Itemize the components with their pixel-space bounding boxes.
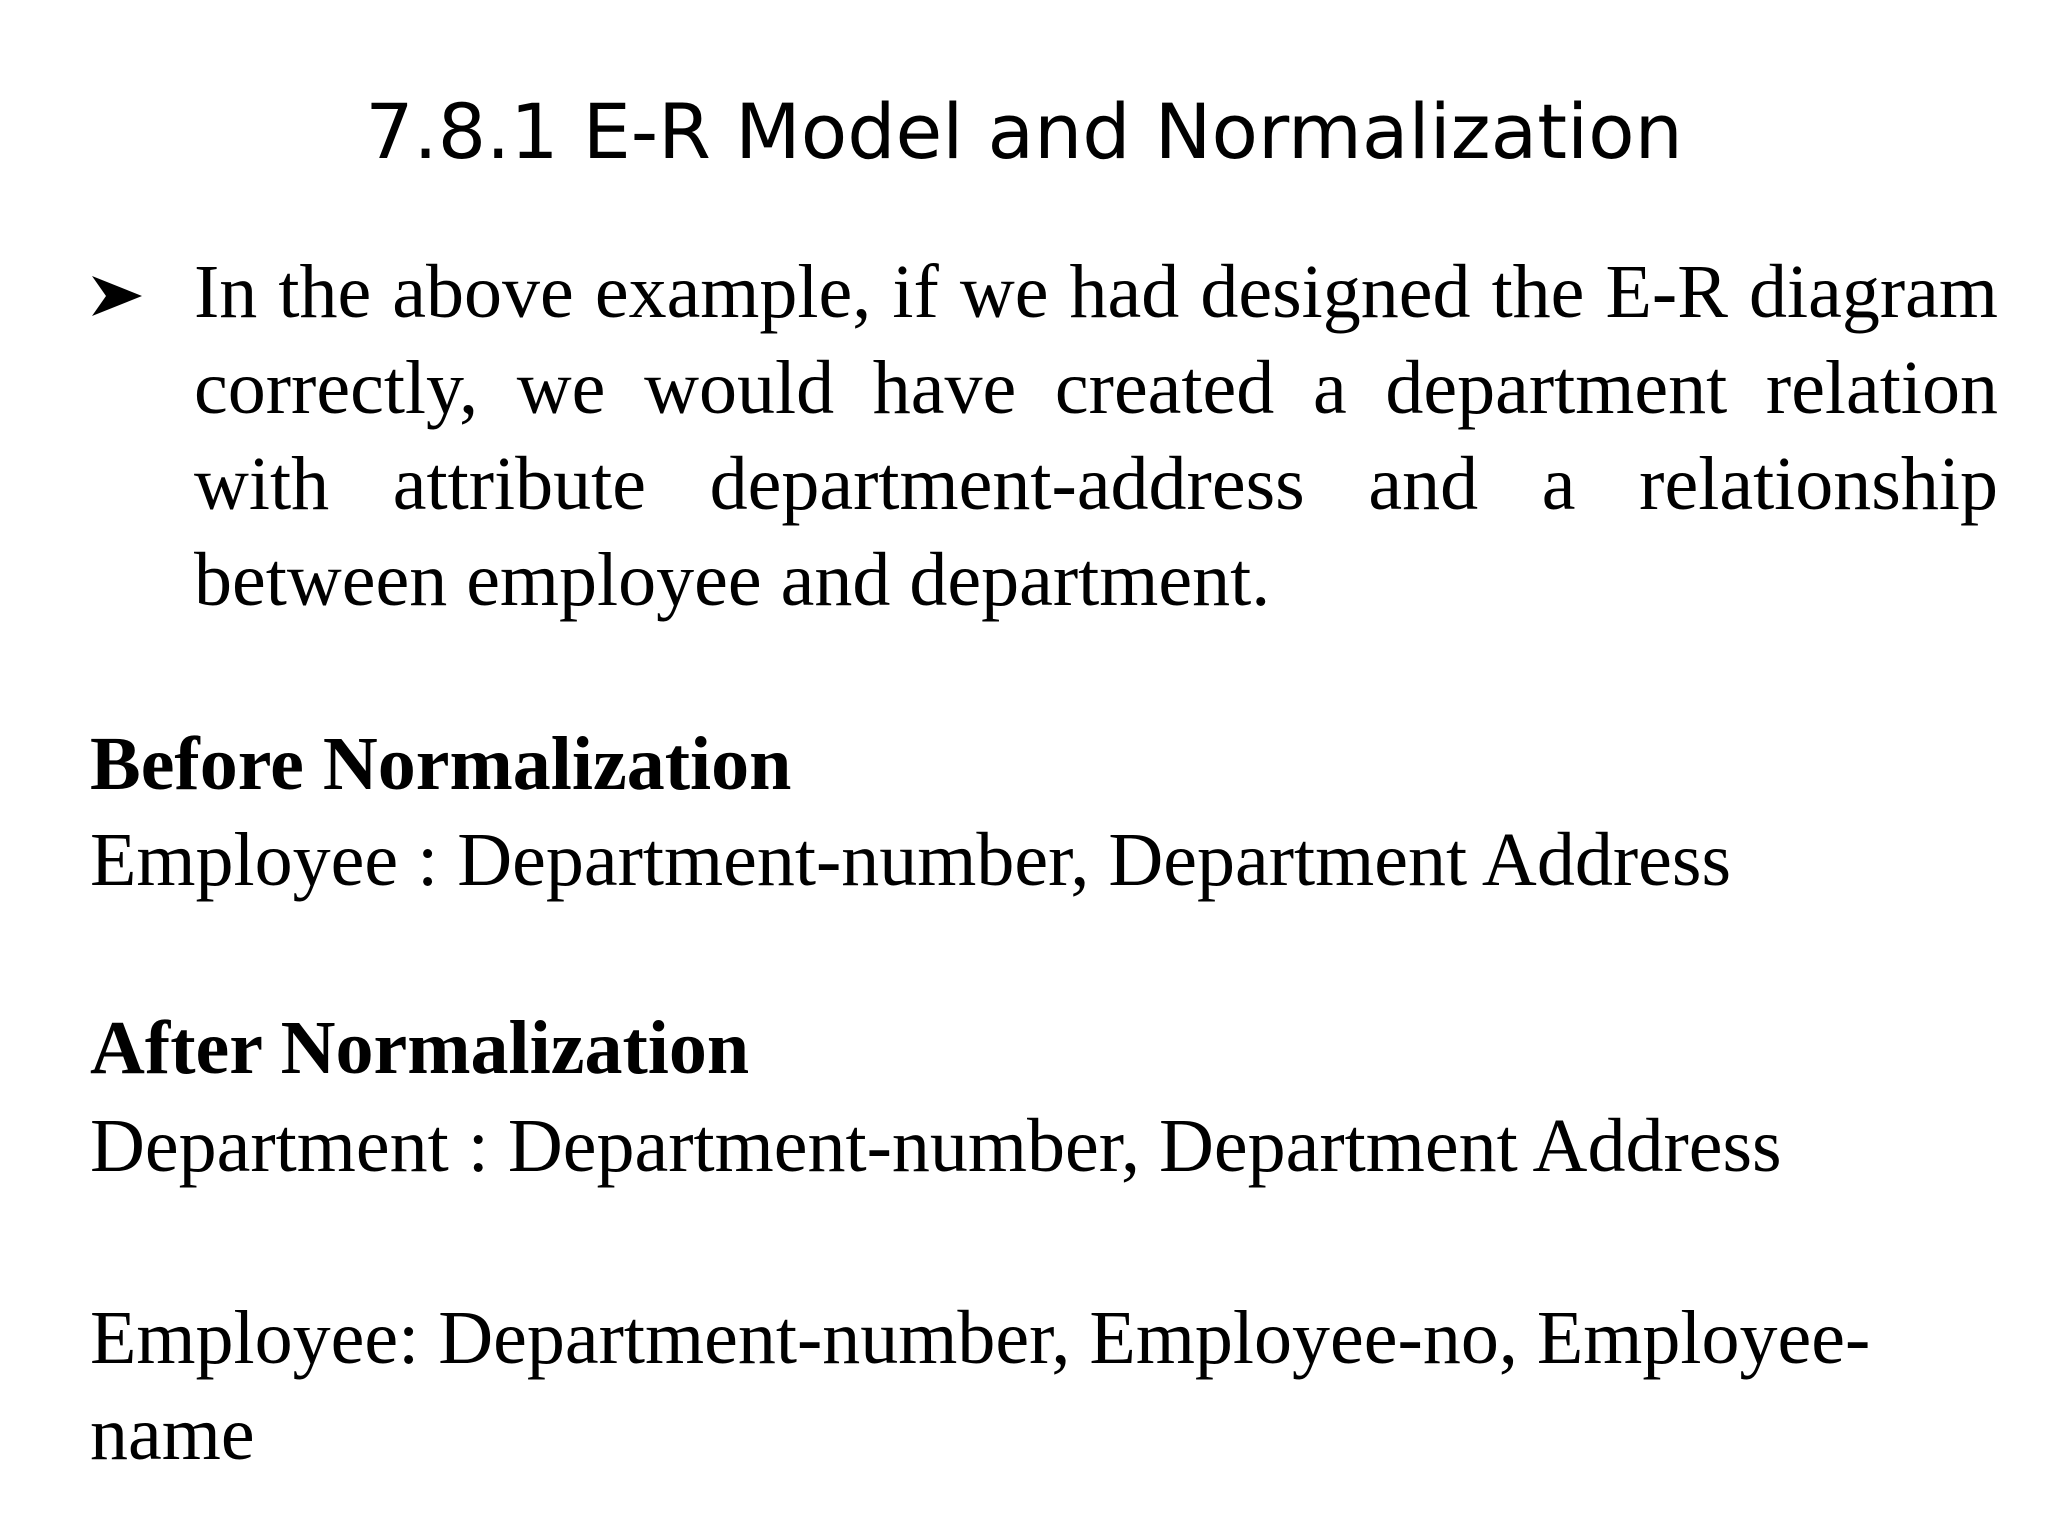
before-normalization-heading: Before Normalization <box>90 722 792 806</box>
slide-title: 7.8.1 E-R Model and Normalization <box>365 87 1683 176</box>
after-employee-line: Employee: Department-number, Employee-no, Employee-name <box>90 1296 1871 1476</box>
after-department-line: Department : Department-number, Department Address <box>90 1104 1782 1188</box>
bullet-text: In the above example, if we had designed the E-R diagram correctly, we would have created a department relation with attribute department-address and a relationship between employee and department. <box>194 250 1998 622</box>
bullet-paragraph <box>90 244 2000 644</box>
before-employee-line: Employee : Department-number, Department Address <box>90 818 1732 902</box>
after-normalization-heading: After Normalization <box>90 1006 750 1090</box>
arrowhead-bullet-icon <box>90 274 144 318</box>
